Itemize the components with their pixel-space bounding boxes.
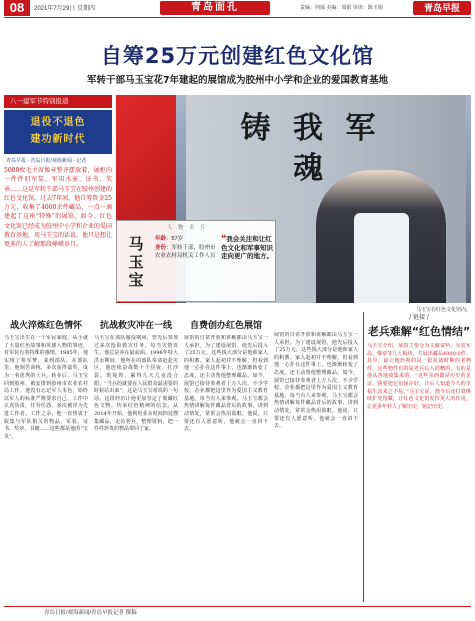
profile-card	[116, 220, 276, 302]
sidebar-article-body: 马玉宝介绍，展馆主要分为文献资料、军装军品、像章等几大板块，共展出藏品4000余件。其中，最让他珍视的是一批抗战时期的老物件，这些物件有的是老兵后人捐赠的，有的是他从各地收集来的。“这些东西都是历史的见证，我要把它们保存好，让后人知道今天的幸福生活来之不易。”马玉宝说，他今后还打算继续扩充馆藏，让红色文化馆发挥更大的作用，让更多年轻人了解历史、铭记历史。	[367, 343, 471, 410]
column-body: 马玉宝出生在一个军民家庭，从小就了大量红色故事和英雄人物的事迹，对军装有着特殊的感情。1985年，他实现了参军梦，来到部队。在部队里，他刻苦训练，多次获得嘉奖，成为一名优秀的士兵。转业后，马玉宝回到胶州，被安排到胶州市农业农村局工作。他没有忘记军人本色，始终以军人的标准严格要求自己，工作中认真负责，任劳任怨，多次被评为先进工作者。工作之余，他一直热衷于收集与军队相关的物品，军装、证书、奖章、书籍……这些都是他的“宝贝”。	[4, 335, 88, 440]
article-column	[4, 318, 88, 613]
column-heading: 自费创办红色展馆	[189, 321, 262, 331]
subheadline: 军转干部马玉宝花7年建起的展馆成为胶州中小学和企业的爱国教育基地	[86, 75, 389, 86]
column-heading: 抗战救灾冲在一线	[99, 321, 172, 331]
column-heading-spacer	[274, 318, 358, 328]
profile-name: 马玉宝	[128, 235, 144, 289]
column-body: 马玉宝在部队服役期间，曾先后参加过多次抢险救灾任务。每当灾情发生，他总是冲在最前面。1998年特大洪水期间，他所在的部队奉命赶赴灾区，他连续奋战数十个昼夜，扛沙袋、筑堤坝，累得几天几夜没合眼。“当兵的就要在人民群众最需要的时候站出来”，这是马玉宝常说的一句话。这段经历让他更加坚定了收藏红色文物、传承红色精神的信念。从2014年开始，他利用业余时间四处搜集藏品，走访老兵，整理资料，把一件件珍贵的物品带回了家。	[94, 335, 178, 433]
promo-banner	[4, 110, 112, 154]
series-tag: 八一建军节特别报道	[4, 95, 112, 108]
profile-quote: ❝我会关注和让红色文化和军事知识走向更广的地方。	[221, 234, 273, 260]
page-number: 08	[4, 0, 30, 16]
article-column-continued	[274, 318, 358, 610]
promo-line: 退役不退色	[30, 117, 86, 128]
promo-line: 建功新时代	[30, 134, 86, 145]
profile-facts	[155, 235, 219, 261]
column-body: 展馆的日常开放和讲解都由马玉宝一人承担。为了建设展馆，他先后投入了25万元，这些钱大部分是他和家人的积蓄。家人起初并不理解，但看到他一心扑在这件事上，也渐渐转变了态度，还主动帮他整理藏品。如今，展馆已接待参观者上万人次，不少学校、企业都把这里作为爱国主义教育基地。每当有人来参观，马玉宝都会热情讲解每件藏品背后的故事，讲到动情处，常常会热泪盈眶。他说，只要还有人愿意听，他就会一直讲下去。	[274, 332, 358, 430]
issue-date: 2021年7月29日 星期四	[34, 6, 96, 12]
newspaper-logo: 青岛早报	[413, 1, 471, 15]
profile-label: 人 物 名 片	[167, 225, 208, 231]
column-divider	[363, 312, 364, 602]
sidebar	[4, 95, 112, 315]
article-column	[184, 318, 268, 613]
column-body: 展馆的日常开放和讲解都由马玉宝一人承担。为了建设展馆，他先后投入了25万元，这些钱大部分是他和家人的积蓄。家人起初并不理解，但看到他一心扑在这件事上，也渐渐转变了态度，还主动帮他整理藏品。如今，展馆已接待参观者上万人次，不少学校、企业都把这里作为爱国主义教育基地。每当有人来参观，马玉宝都会热情讲解每件藏品背后的故事，讲到动情处，常常会热泪盈眶。他说，只要还有人愿意听，他就会一直讲下去。	[184, 335, 268, 433]
profile-fact: 身份：军转干部，胶州市农业农村局机关工作人员	[155, 244, 216, 259]
shirt-shape	[354, 213, 409, 303]
quote-mark-icon: ❝	[221, 234, 227, 244]
column-heading: 战火淬炼红色情怀	[9, 321, 82, 331]
profile-fact: 年龄：57岁	[155, 236, 184, 242]
article-column	[94, 318, 178, 613]
photo-caption: 马玉宝在红色文化馆内。	[415, 307, 471, 313]
link-kicker: / 链接 /	[409, 314, 429, 321]
sidebar-article-title: 老兵难解“红色情结”	[367, 325, 471, 338]
section-title: 青岛面孔	[160, 1, 270, 15]
sidebar-article	[367, 312, 471, 621]
byline: 青岛早报 · 青岛日报/观海新闻 · 记者	[6, 158, 87, 164]
wall-plaque: 铸 我 军 魂	[240, 111, 382, 186]
editor-credits: 责编：何保 美编：周娟 审读：陈玉娟	[300, 5, 383, 11]
headline: 自筹25万元创建红色文化馆	[100, 44, 375, 68]
intro-text: 5000枚毛主席像章整齐摆放着，展柜内一件件旧军装、军用水壶、证书、奖章……这是军转干部马玉宝在胶州创建的红色文化馆。过去7年间，他自筹资金25万元，收集了4000余件藏品，一点一滴建起了这座“特殊”的展馆。如今，红色文化馆已经成为胶州中小学和企业的爱国教育基地，用马玉宝的话说，他只是想让更多的人了解那段峥嵘岁月。	[4, 167, 113, 249]
page-footer: 青岛日报/观海新闻/青岛早报记者 撰稿	[4, 606, 471, 618]
masthead	[0, 0, 475, 16]
masthead-divider	[4, 17, 471, 18]
